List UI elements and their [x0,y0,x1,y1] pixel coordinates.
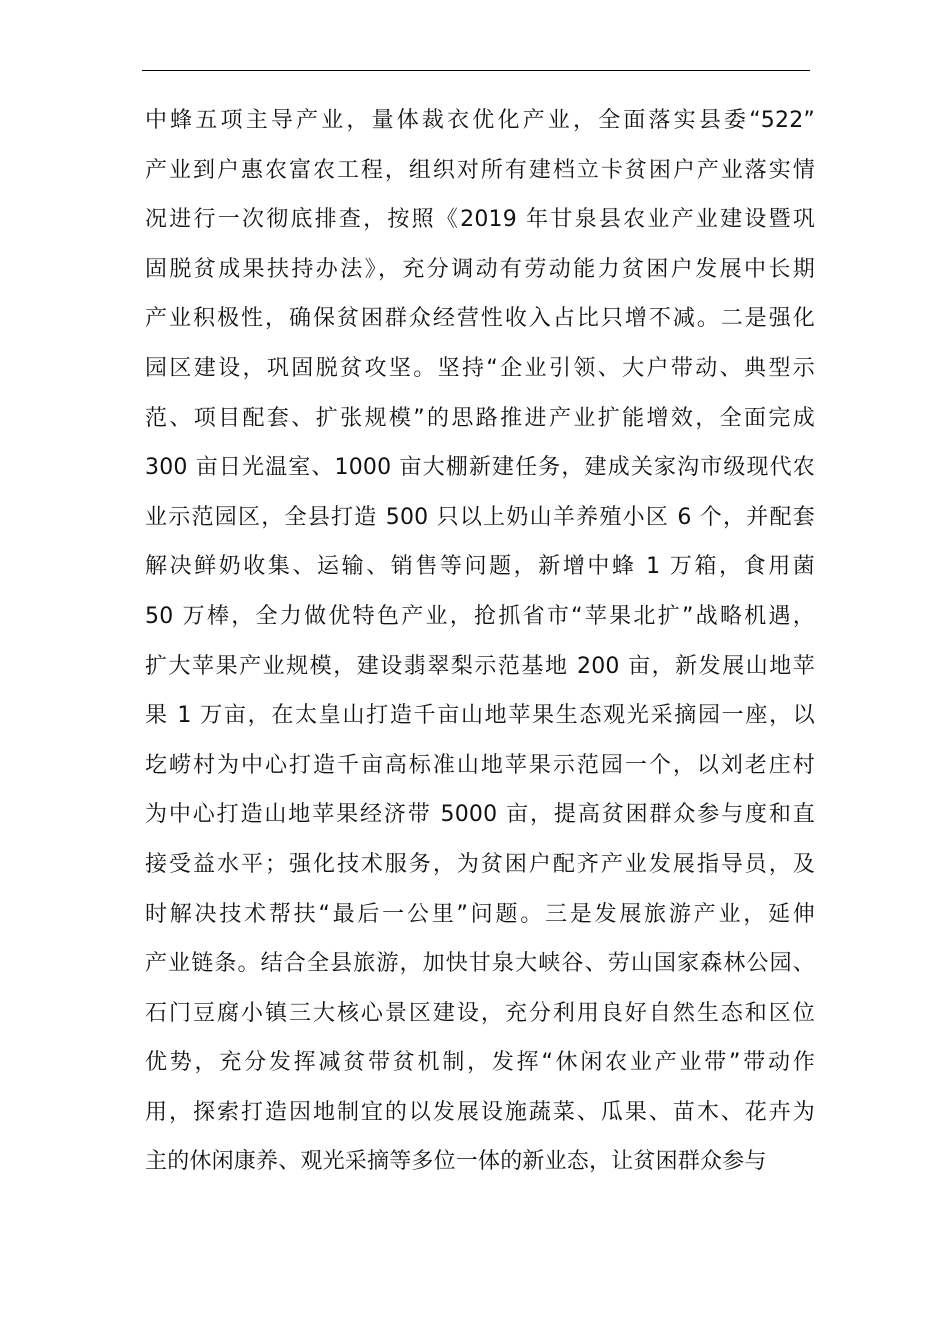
text-line: 园区建设，巩固脱贫攻坚。坚持“企业引领、大户带动、典型示 [145,355,815,381]
text-line: 产业到户惠农富农工程，组织对所有建档立卡贫困户产业落实情 [145,157,815,183]
text-line: 产业积极性，确保贫困群众经营性收入占比只增不减。二是强化 [145,306,815,332]
text-line: 用，探索打造因地制宜的以发展设施蔬菜、瓜果、苗木、花卉为 [145,1099,815,1125]
text-line: 时解决技术帮扶“最后一公里”问题。三是发展旅游产业，延伸 [145,901,815,927]
text-line: 中蜂五项主导产业，量体裁衣优化产业，全面落实县委“522” [145,108,815,133]
text-line: 果 1 万亩，在太皇山打造千亩山地苹果生态观光采摘园一座，以 [145,703,815,729]
text-line: 主的休闲康养、观光采摘等多位一体的新业态，让贫困群众参与 [145,1149,767,1175]
text-line: 固脱贫成果扶持办法》，充分调动有劳动能力贫困户发展中长期 [145,256,815,282]
text-line: 300 亩日光温室、1000 亩大棚新建任务，建成关家沟市级现代农 [145,455,815,481]
header-rule [142,70,810,71]
text-line: 圪崂村为中心打造千亩高标准山地苹果示范园一个，以刘老庄村 [145,752,815,778]
text-line: 石门豆腐小镇三大核心景区建设，充分利用良好自然生态和区位 [145,1000,815,1026]
text-line: 产业链条。结合全县旅游，加快甘泉大峡谷、劳山国家森林公园、 [145,951,815,977]
text-line: 业示范园区，全县打造 500 只以上奶山羊养殖小区 6 个，并配套 [145,504,815,530]
text-line: 为中心打造山地苹果经济带 5000 亩，提高贫困群众参与度和直 [145,802,815,828]
text-line: 范、项目配套、扩张规模”的思路推进产业扩能增效，全面完成 [145,405,815,431]
body-paragraph [145,96,815,1187]
text-line: 况进行一次彻底排查，按照《2019 年甘泉县农业产业建设暨巩 [145,207,815,233]
text-line: 优势，充分发挥减贫带贫机制，发挥“休闲农业产业带”带动作 [145,1050,815,1076]
text-line: 解决鲜奶收集、运输、销售等问题，新增中蜂 1 万箱，食用菌 [145,554,815,580]
text-line: 50 万棒，全力做优特色产业，抢抓省市“苹果北扩”战略机遇， [145,603,815,629]
text-line: 接受益水平；强化技术服务，为贫困户配齐产业发展指导员，及 [145,851,815,877]
text-line: 扩大苹果产业规模，建设翡翠梨示范基地 200 亩，新发展山地苹 [145,653,815,679]
